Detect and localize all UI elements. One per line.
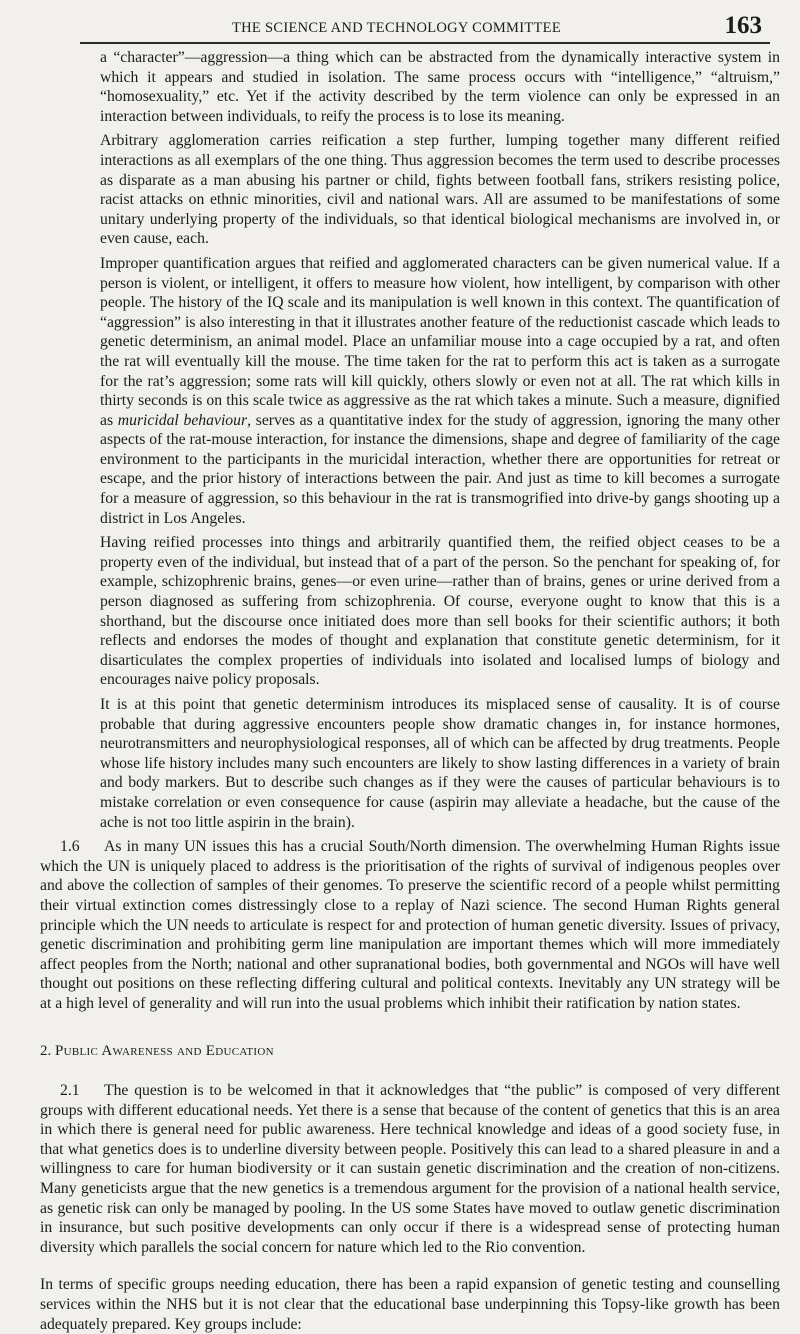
section-heading-title: Public Awareness and Education — [55, 1042, 274, 1059]
paragraph-quantification — [100, 254, 780, 528]
page-number: 163 — [724, 12, 762, 39]
section-text: The question is to be welcomed in that it acknowledges that “the public” is composed of very different groups with different educational needs. Yet there is a sense that because of the content of genetics that this is an area in which there is general need for public awareness. Here technical knowledge and ideas of a good society fuse, in that what genetics does is to underline diversity between people. Positively this can lead to a shared pleasure in and a willingness to care for human biodiversity or it can sustain genetic discrimination and the creation of non-citizens. Many geneticists argue that the new genetics is a tremendous argument for the provision of a national health service, as genetic risk can only be managed by pooling. In the US some States have moved to outlaw genetic discrimination in insurance, but such positive developments can only occur if there is a widespread sense of protecting human diversity which parallels the social concern for nature which led to the Rio convention. — [40, 1082, 780, 1256]
closing-paragraph-block — [40, 1275, 780, 1334]
section-2-1 — [40, 1081, 780, 1257]
section-text: As in many UN issues this has a crucial South/North dimension. The overwhelming Human Rights issue which the UN is uniquely placed to address is the prioritisation of the rights of survival of indigenous peoples over and above the collection of samples of their genomes. To preserve the scientific record of a people whilst permitting their virtual extinction comes distressingly close to a replay of Nazi science. The second Human Rights general principle which the UN needs to articulate is respect for and protection of human genetic diversity. Issues of privacy, genetic discrimination and prohibiting germ line manipulation are important themes which will more immediately affect peoples from the North; national and other supranational bodies, both governmental and NGOs will have well thought out positions on these reflecting differing cultural and political contexts. Inevitably any UN strategy will be at a high level of generality and will run into the usual problems which inhibit their ratification by nation states. — [40, 838, 780, 1012]
section-2-heading — [40, 1042, 780, 1062]
section-number: 2.1 — [60, 1082, 80, 1100]
paragraph-agglomeration: Arbitrary agglomeration carries reification a step further, lumping together many different reified interactions as all exemplars of the one thing. Thus aggression becomes the term used to describe processes as disparate as a man abusing his partner or child, fights between football fans, strikers resisting police, racist attacks on ethnic minorities, civil and national wars. All are assumed to be manifestations of some unitary underlying property of the individuals, so that identical biological mechanisms are involved in, or even cause, each. — [100, 132, 780, 248]
section-1-6 — [40, 837, 780, 1013]
section-heading-number: 2. — [40, 1042, 52, 1059]
closing-paragraph: In terms of specific groups needing education, there has been a rapid expansion of genetic testing and counselling services within the NHS but it is not clear that the educational base underpinning this Topsy-like growth has been adequately prepared. Key groups include: — [40, 1276, 780, 1333]
section-number: 1.6 — [60, 838, 80, 856]
indented-paragraph-group — [40, 48, 780, 832]
page-body — [40, 48, 780, 1333]
paragraph-quantification-part2: , serves as a quantitative index for the study of aggression, ignoring the many other aspects of the rat-mouse interaction, for instance the dimensions, shape and degree of familiarity of the cage environment to the participants in the muricidal interaction, whether there are opportunities for retreat or escape, and the prior history of interactions between the pair. And just as time to kill becomes a surrogate for a measure of aggression, so this behaviour in the rat is transmogrified into drive-by gangs shooting up a district in Los Angeles. — [100, 411, 780, 527]
paragraph-reified-processes: Having reified processes into things and arbitrarily quantified them, the reified object ceases to be a property even of the individual, but instead that of a part of the person. So the penchant for speaking of, for example, schizophrenic brains, genes—or even urine—rather than of brains, genes or urine derived from a person diagnosed as suffering from schizophrenia. Of course, everyone ought to know that this is a shorthand, but the discourse once initiated does more than sell books for their scientific authors; it both reflects and endorses the modes of thought and explanation that constitute genetic determinism, for it disarticulates the complex properties of individuals into isolated and localised lumps of biology and encourages naive policy proposals. — [100, 534, 780, 689]
paragraph-causality: It is at this point that genetic determinism introduces its misplaced sense of causality. It is of course probable that during aggressive encounters people show dramatic changes in, for instance hormones, neurotransmitters and neurophysiological responses, all of which can be affected by drug treatments. People whose life history includes many such encounters are likely to show lasting differences in a variety of brain and body markers. But to describe such changes as if they were the causes of particular behaviours is to mistake correlation or even consequence for cause (aspirin may alleviate a headache, but the cause of the ache is not too little aspirin in the brain). — [100, 696, 780, 831]
running-head: THE SCIENCE AND TECHNOLOGY COMMITTEE — [232, 20, 561, 36]
paragraph-reification: a “character”—aggression—a thing which can be abstracted from the dynamically interactive system in which it appears and studied in isolation. The same process occurs with “intelligence,” “altruism,” “homosexuality,” etc. Yet if the activity described by the term violence can only be expressed in an interaction between individuals, to reify the process is to lose its meaning. — [100, 49, 780, 125]
page-header — [80, 12, 770, 44]
muricidal-behaviour-term: muricidal behaviour — [117, 411, 248, 429]
paragraph-quantification-part1: Improper quantification argues that reified and agglomerated characters can be given numerical value. If a person is violent, or intelligent, it offers to measure how violent, how intelligent, by comparison with other people. The history of the IQ scale and its manipulation is well known in this context. The quantification of “aggression” is also interesting in that it illustrates another feature of the reductionist cascade which leads to genetic determinism, an animal model. Place an unfamiliar mouse into a cage occupied by a rat, and often the rat will eventually kill the mouse. The time taken for the rat to perform this act is taken as a surrogate for the rat’s aggression; some rats will kill quickly, others slowly or even not at all. The rat which kills in thirty seconds is on this scale twice as aggressive as the rat which takes a minute. Such a measure, dignified as — [100, 254, 780, 429]
